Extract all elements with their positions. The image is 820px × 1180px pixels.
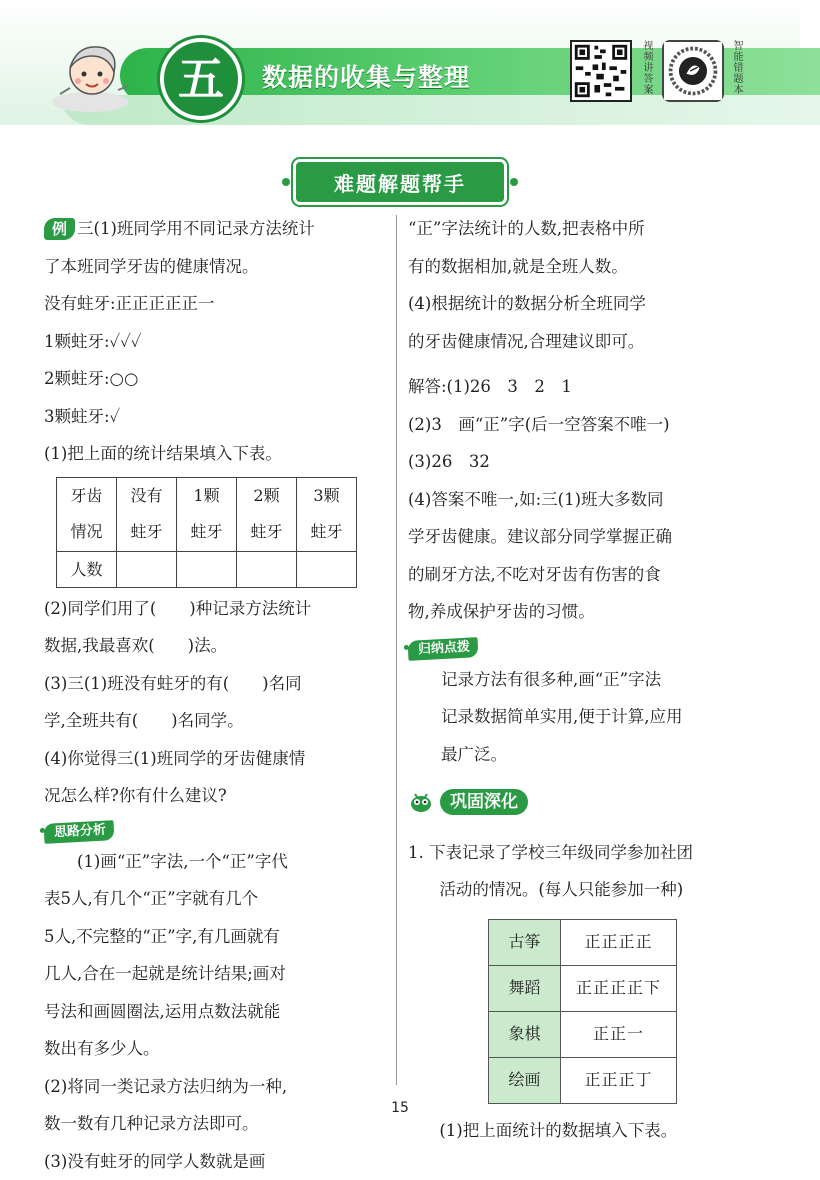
- tally-cell: 正正正丁: [561, 1057, 677, 1103]
- qr-label-video: 视频讲答案: [638, 40, 652, 95]
- example-text: 三(1)班同学用不同记录方法统计: [77, 219, 315, 238]
- analysis-line: (3)没有蛀牙的同学人数就是画: [44, 1143, 390, 1180]
- question-line: (1)把上面统计的数据填入下表。: [408, 1112, 774, 1150]
- table-row: [489, 919, 677, 965]
- left-column: [44, 210, 390, 1180]
- analysis-line: (1)画“正”字法,一个“正”字代: [44, 843, 390, 881]
- analysis-tag-line: [44, 817, 390, 843]
- example-line: [44, 210, 390, 248]
- table-blank-cell[interactable]: [177, 551, 237, 587]
- table-header-cell: 2颗 蛀牙: [237, 477, 297, 551]
- consolidate-label: 巩固深化: [440, 789, 528, 815]
- analysis-line: 数出有多少人。: [44, 1030, 390, 1068]
- question-line: 学,全班共有( )名同学。: [44, 702, 390, 740]
- analysis-line: 5人,不完整的“正”字,有几画就有: [44, 918, 390, 956]
- qr-code-error-book-icon[interactable]: [662, 40, 724, 102]
- tally-cell: 正正正正下: [561, 965, 677, 1011]
- consolidate-header: [408, 789, 528, 815]
- chapter-number-badge: [160, 38, 242, 120]
- question-line: (4)你觉得三(1)班同学的牙齿健康情: [44, 740, 390, 778]
- club-tally-table: [488, 919, 677, 1104]
- qr-code-video-icon[interactable]: [570, 40, 632, 102]
- analysis-line: 几人,合在一起就是统计结果;画对: [44, 955, 390, 993]
- summary-tag: 归纳点拨: [408, 637, 479, 661]
- table-header-cell: 没有 蛀牙: [117, 477, 177, 551]
- answer-line: 解答:(1)26 3 2 1: [408, 368, 774, 406]
- section-title-dot-right: [510, 178, 518, 186]
- question-line: 数据,我最喜欢( )法。: [44, 627, 390, 665]
- table-header-cell: 牙齿 情况: [57, 477, 117, 551]
- table-row: [489, 1011, 677, 1057]
- analysis-line: (4)根据统计的数据分析全班同学: [408, 285, 774, 323]
- answer-line: 物,养成保护牙齿的习惯。: [408, 593, 774, 631]
- question-line: 1. 下表记录了学校三年级同学参加社团: [408, 834, 774, 872]
- table-row: [489, 1057, 677, 1103]
- summary-line: 最广泛。: [408, 736, 774, 774]
- mascot-bug-icon: [408, 790, 434, 814]
- question-line: (1)把上面的统计结果填入下表。: [44, 435, 390, 473]
- answer-line: 的刷牙方法,不吃对牙齿有伤害的食: [408, 556, 774, 594]
- activity-cell: 古筝: [489, 919, 561, 965]
- question-line: 况怎么样?你有什么建议?: [44, 777, 390, 815]
- question-line: 活动的情况。(每人只能参加一种): [408, 871, 774, 909]
- table-blank-cell[interactable]: [237, 551, 297, 587]
- answer-line: 学牙齿健康。建议部分同学掌握正确: [408, 518, 774, 556]
- summary-line: 记录数据简单实用,便于计算,应用: [408, 698, 774, 736]
- analysis-line: 数一数有几种记录方法即可。: [44, 1105, 390, 1143]
- chapter-title: 数据的收集与整理: [262, 58, 470, 94]
- answer-line: (4)答案不唯一,如:三(1)班大多数同: [408, 481, 774, 519]
- table-blank-cell[interactable]: [117, 551, 177, 587]
- section-title-dot-left: [282, 178, 290, 186]
- question-line: (3)三(1)班没有蛀牙的有( )名同: [44, 665, 390, 703]
- analysis-line: 表5人,有几个“正”字就有几个: [44, 880, 390, 918]
- activity-cell: 绘画: [489, 1057, 561, 1103]
- analysis-line: 有的数据相加,就是全班人数。: [408, 248, 774, 286]
- right-column: [408, 210, 774, 1149]
- answer-line: (3)26 32: [408, 443, 774, 481]
- example-line: 了本班同学牙齿的健康情况。: [44, 248, 390, 286]
- page-number: 15: [0, 1100, 800, 1116]
- tally-cell: 正正正正: [561, 919, 677, 965]
- tally-line: 1颗蛀牙:✓✓✓: [44, 323, 390, 361]
- activity-cell: 舞蹈: [489, 965, 561, 1011]
- question-line: (2)同学们用了( )种记录方法统计: [44, 590, 390, 628]
- activity-cell: 象棋: [489, 1011, 561, 1057]
- chapter-header: [0, 0, 800, 125]
- table-header-cell: 3颗 蛀牙: [297, 477, 357, 551]
- analysis-line: (2)将同一类记录方法归纳为一种,: [44, 1068, 390, 1106]
- tally-line: 2颗蛀牙:○○: [44, 360, 390, 398]
- analysis-line: 的牙齿健康情况,合理建议即可。: [408, 323, 774, 361]
- table-header-cell: 1颗 蛀牙: [177, 477, 237, 551]
- mascot-illustration-icon: [48, 32, 132, 116]
- answer-line: (2)3 画“正”字(后一空答案不唯一): [408, 406, 774, 444]
- tooth-health-table: [56, 477, 357, 588]
- analysis-tag: 思路分析: [44, 820, 115, 844]
- chapter-number: 五: [178, 56, 224, 102]
- analysis-line: 号法和画圆圈法,运用点数法就能: [44, 993, 390, 1031]
- analysis-line: “正”字法统计的人数,把表格中所: [408, 210, 774, 248]
- table-row-label: 人数: [57, 551, 117, 587]
- table-blank-cell[interactable]: [297, 551, 357, 587]
- tally-cell: 正正一: [561, 1011, 677, 1057]
- table-row: [489, 965, 677, 1011]
- qr-label-error-book: 智能错题本: [728, 40, 742, 95]
- column-divider: [396, 215, 397, 1085]
- tally-line: 3颗蛀牙:✓: [44, 398, 390, 436]
- summary-tag-line: [408, 633, 774, 661]
- tally-line: 没有蛀牙:正正正正正一: [44, 285, 390, 323]
- example-tag: 例: [44, 218, 75, 240]
- section-title: 难题解题帮手: [334, 168, 466, 197]
- summary-line: 记录方法有很多种,画“正”字法: [408, 661, 774, 699]
- section-title-banner: [296, 162, 504, 202]
